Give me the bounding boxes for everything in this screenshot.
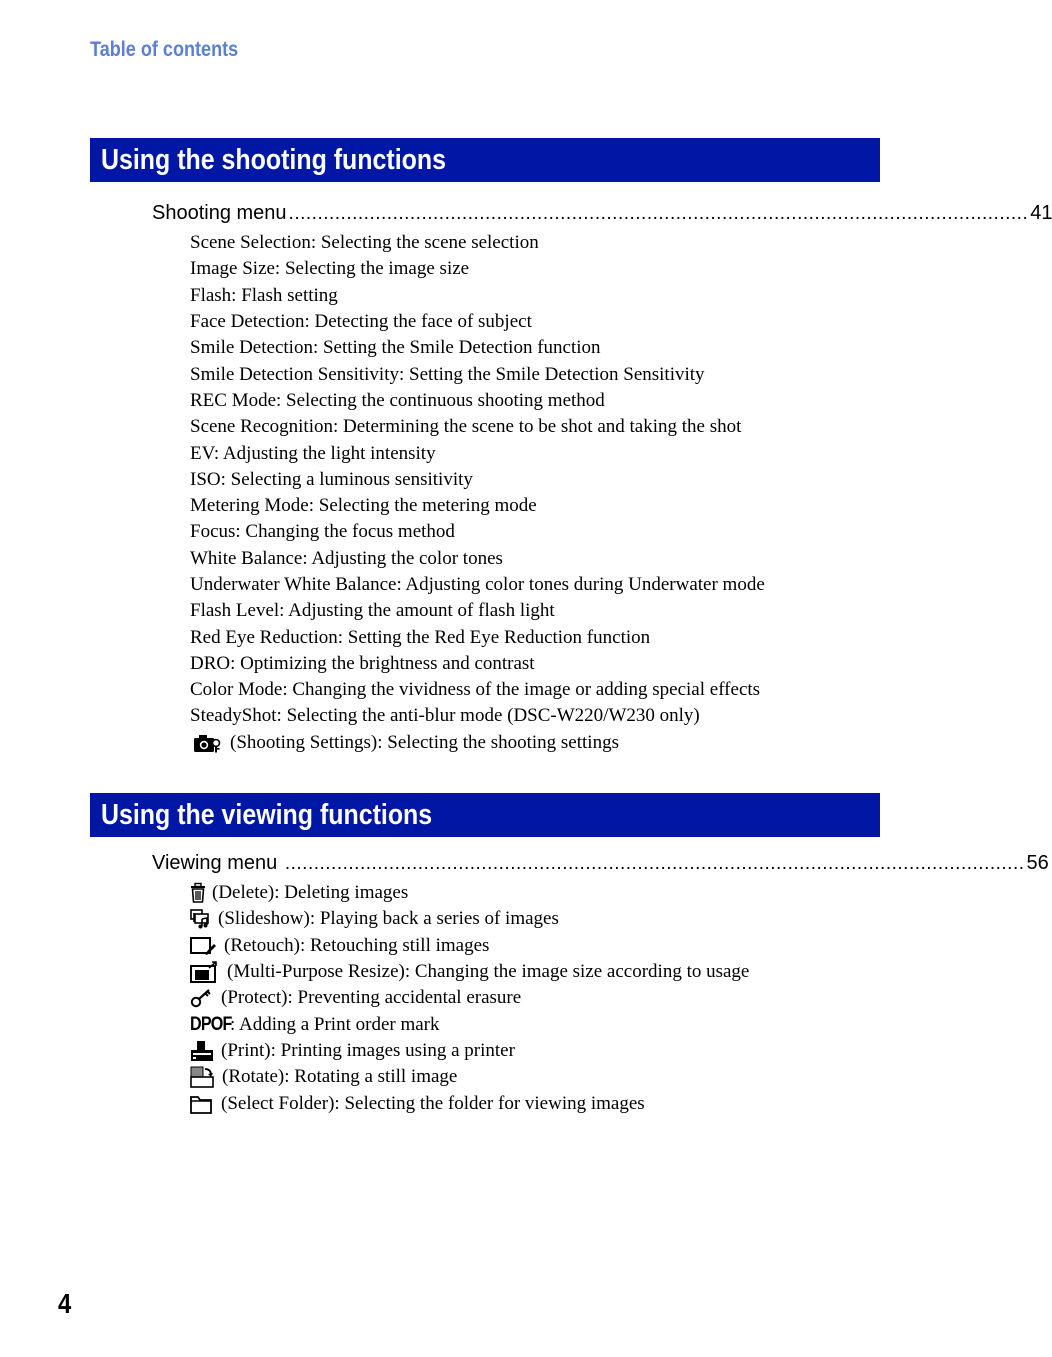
dpof-icon: DPOF — [190, 1013, 232, 1035]
section-title: Using the viewing functions — [101, 799, 433, 831]
list-item[interactable]: Red Eye Reduction: Setting the Red Eye Reduction function — [190, 626, 651, 648]
list-item[interactable]: Scene Recognition: Determining the scene to be shot and taking the shot — [190, 416, 742, 438]
list-item[interactable]: Flash: Flash setting — [190, 284, 338, 306]
folder-icon — [190, 1093, 212, 1115]
slideshow-icon — [190, 908, 210, 930]
list-item[interactable]: (Protect): Preventing accidental erasure — [190, 985, 880, 1011]
resize-icon — [190, 961, 218, 983]
menu-label: Shooting menu — [152, 202, 287, 224]
viewing-menu-link[interactable] — [152, 852, 1049, 878]
list-item[interactable]: DPOF : Adding a Print order mark — [190, 1011, 880, 1037]
print-icon — [190, 1040, 214, 1062]
list-item[interactable]: SteadyShot: Selecting the anti-blur mode (DSC-W220/W230 only) — [190, 705, 700, 727]
list-item[interactable]: (Slideshow): Playing back a series of images — [190, 906, 880, 932]
list-item[interactable]: (Retouch): Retouching still images — [190, 933, 880, 959]
list-item[interactable]: Smile Detection Sensitivity: Setting the Smile Detection Sensitivity — [190, 363, 705, 385]
list-item[interactable]: (Print): Printing images using a printer — [190, 1038, 880, 1064]
section-title: Using the shooting functions — [101, 144, 446, 176]
key-icon — [190, 987, 212, 1009]
section-header-viewing — [90, 793, 880, 837]
list-item[interactable]: Underwater White Balance: Adjusting color tones during Underwater mode — [190, 574, 765, 595]
shooting-items-list — [190, 230, 880, 756]
viewing-items-list — [190, 880, 880, 1117]
shooting-menu-link[interactable] — [152, 202, 1052, 228]
list-item[interactable]: Scene Selection: Selecting the scene selection — [190, 232, 539, 254]
list-item[interactable]: (Shooting Settings): Selecting the shooting settings — [190, 730, 880, 756]
page-reference: 56 — [1026, 852, 1049, 874]
table-of-contents-link[interactable]: Table of contents — [90, 38, 239, 61]
list-item[interactable]: Focus: Changing the focus method — [190, 521, 455, 543]
list-item[interactable]: (Rotate): Rotating a still image — [190, 1064, 880, 1090]
rotate-icon — [190, 1066, 214, 1088]
list-item[interactable]: ISO: Selecting a luminous sensitivity — [190, 468, 473, 490]
list-item[interactable]: Smile Detection: Setting the Smile Detection function — [190, 337, 601, 359]
leader-dots: ................................................................................................................................ — [288, 203, 1029, 224]
list-item[interactable]: EV: Adjusting the light intensity — [190, 442, 436, 464]
list-item[interactable]: (Select Folder): Selecting the folder for viewing images — [190, 1090, 880, 1116]
retouch-icon — [190, 935, 216, 957]
list-item[interactable]: REC Mode: Selecting the continuous shooting method — [190, 389, 605, 411]
list-item[interactable]: Face Detection: Detecting the face of subject — [190, 311, 532, 333]
section-header-shooting — [90, 138, 880, 182]
list-item[interactable]: White Balance: Adjusting the color tones — [190, 547, 503, 569]
list-item[interactable]: Metering Mode: Selecting the metering mode — [190, 495, 537, 517]
camera-settings-icon — [193, 732, 221, 754]
page-number: 4 — [58, 1288, 72, 1319]
list-item[interactable]: (Multi-Purpose Resize): Changing the image size according to usage — [190, 959, 880, 985]
page-reference: 41 — [1030, 202, 1052, 224]
list-item[interactable]: Color Mode: Changing the vividness of the image or adding special effects — [190, 679, 761, 701]
menu-label: Viewing menu — [152, 852, 283, 874]
list-item[interactable]: Flash Level: Adjusting the amount of flash light — [190, 600, 555, 622]
trash-icon — [190, 882, 206, 904]
list-item[interactable]: (Delete): Deleting images — [190, 880, 880, 906]
leader-dots: ................................................................................................................................ — [284, 853, 1025, 874]
list-item[interactable]: Image Size: Selecting the image size — [190, 258, 470, 280]
list-item[interactable]: DRO: Optimizing the brightness and contrast — [190, 652, 535, 674]
